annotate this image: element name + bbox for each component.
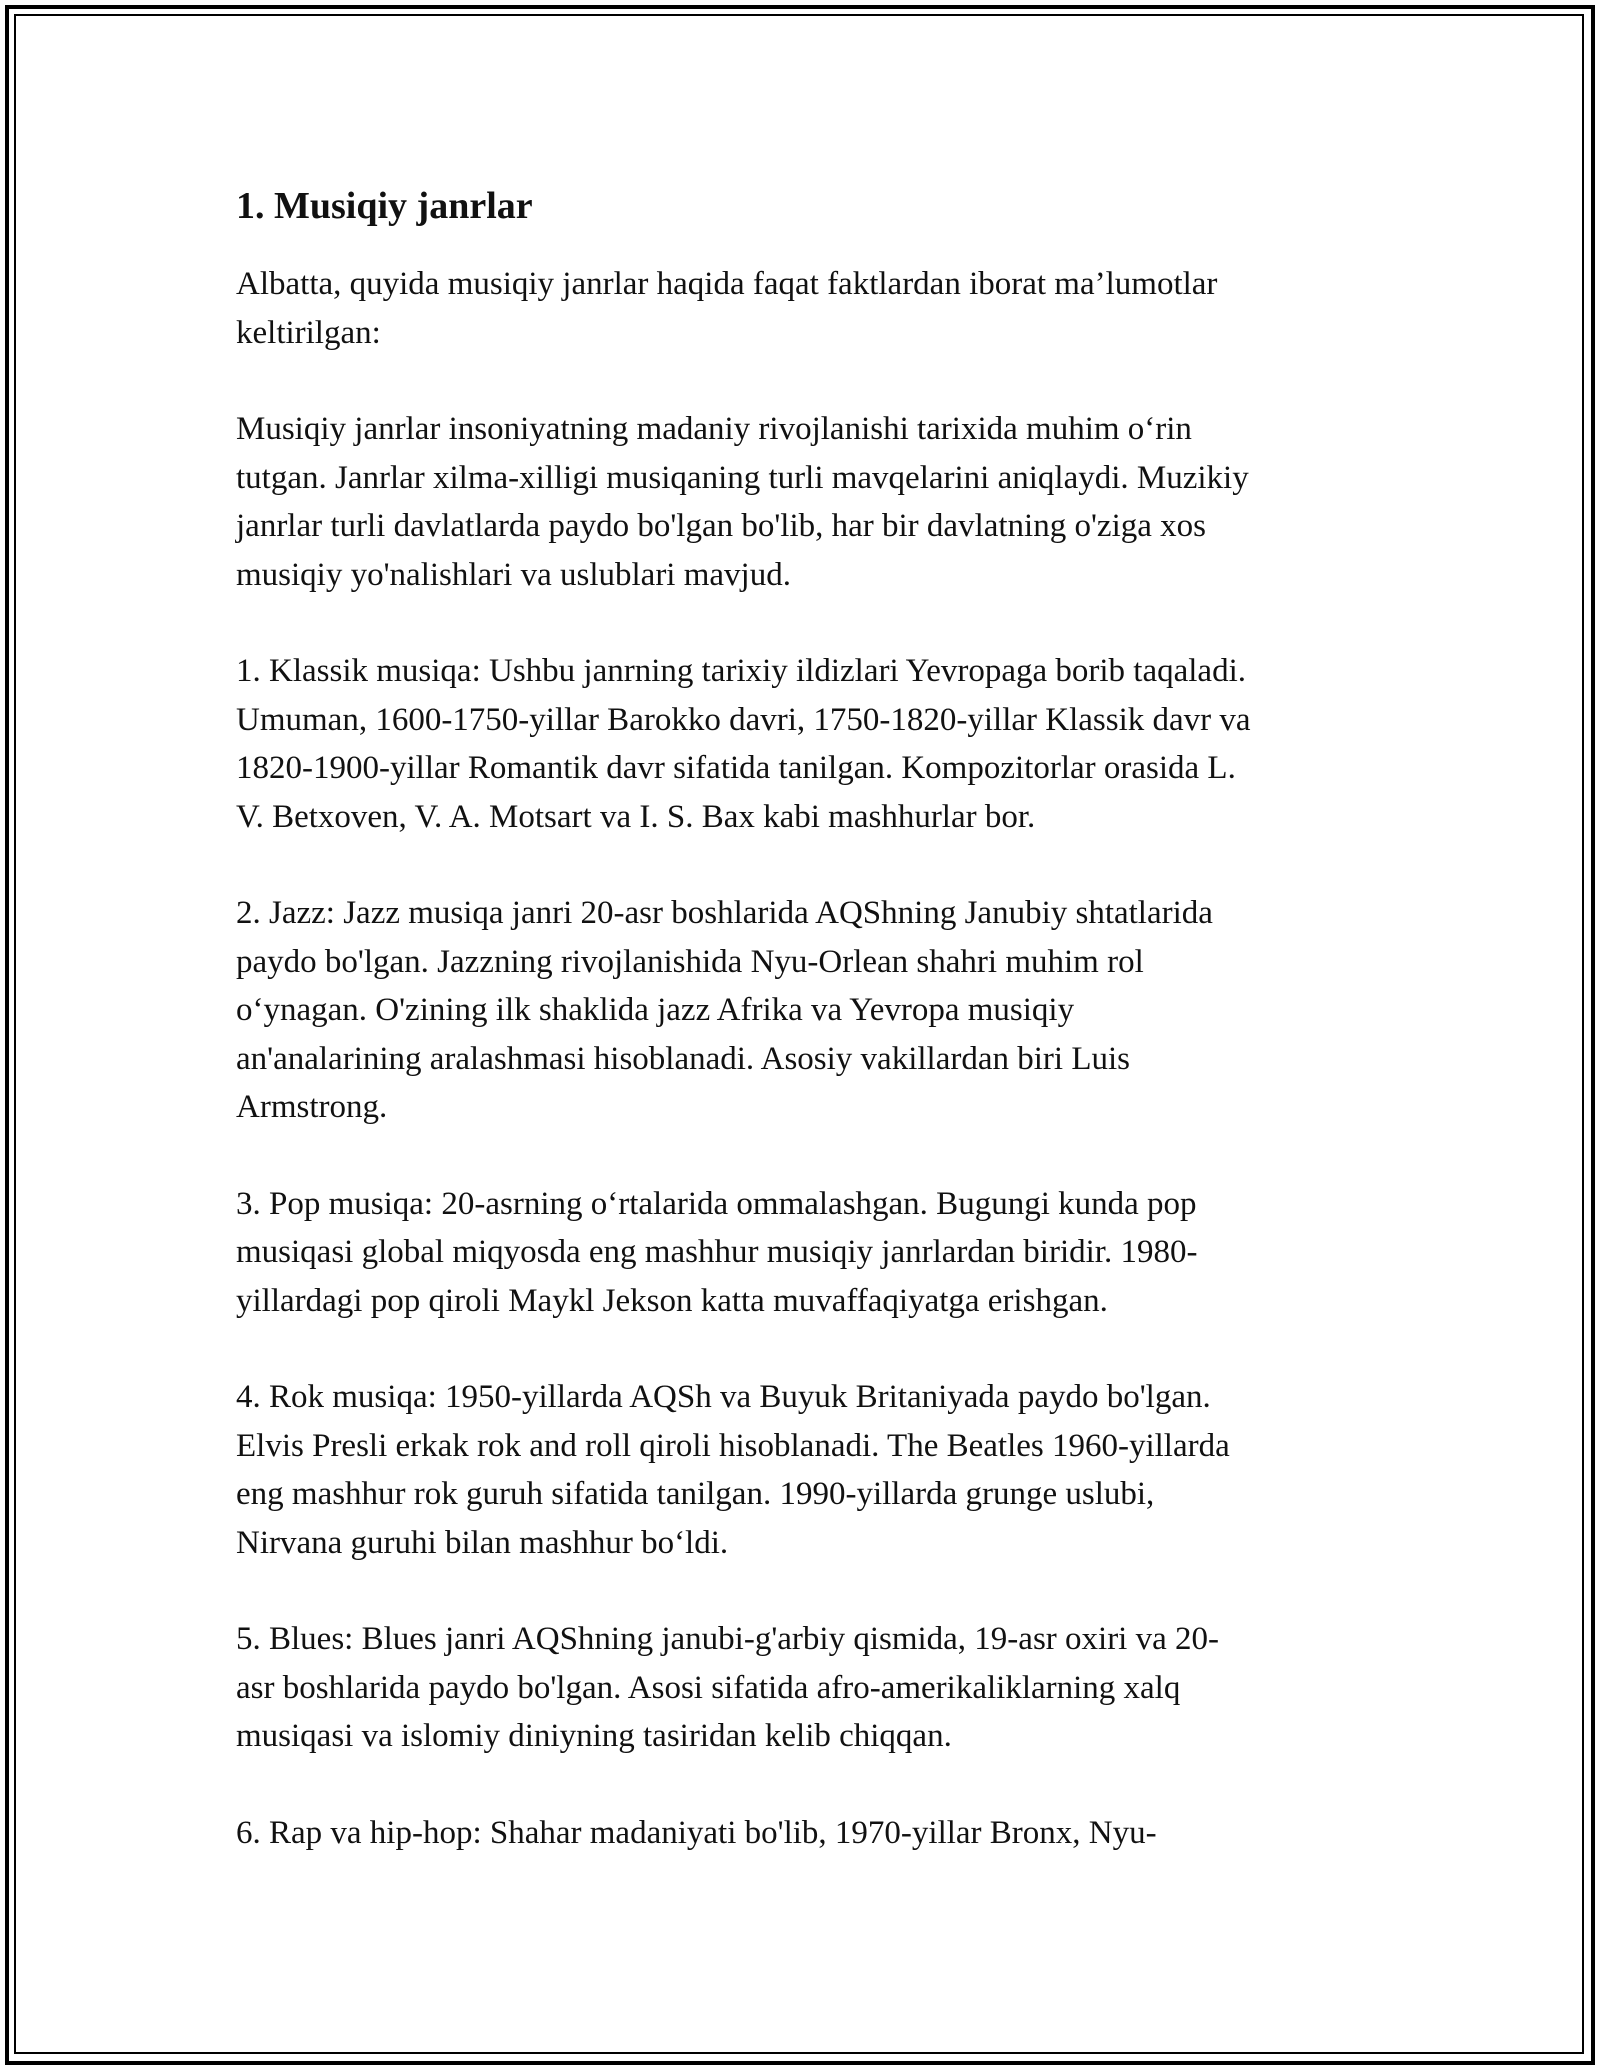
text-line: musiqasi va islomiy diniyning tasiridan kelib chiqqan.: [236, 1718, 952, 1754]
text-line: Musiqiy janrlar insoniyatning madaniy rivojlanishi tarixida muhim o‘rin: [236, 411, 1192, 447]
text-line: 4. Rok musiqa: 1950-yillarda AQSh va Buyuk Britaniyada paydo bo'lgan.: [236, 1379, 1211, 1415]
text-line: 6. Rap va hip-hop: Shahar madaniyati bo'lib, 1970-yillar Bronx, Nyu-: [236, 1814, 1157, 1851]
text-line: keltirilgan:: [236, 314, 381, 351]
text-line: Umuman, 1600-1750-yillar Barokko davri, 1750-1820-yillar Klassik davr va: [236, 701, 1251, 738]
document-title: 1. Musiqiy janrlar: [236, 185, 533, 227]
text-line: 5. Blues: Blues janri AQShning janubi-g'arbiy qismida, 19-asr oxiri va 20-: [236, 1621, 1219, 1657]
text-line: 3. Pop musiqa: 20-asrning o‘rtalarida ommalashgan. Bugungi kunda pop: [236, 1185, 1197, 1222]
text-line: V. Betxoven, V. A. Motsart va I. S. Bax kabi mashhurlar bor.: [236, 798, 1036, 835]
text-line: janrlar turli davlatlarda paydo bo'lgan bo'lib, har bir davlatning o'ziga xos: [236, 508, 1206, 544]
text-line: tutgan. Janrlar xilma-xilligi musiqaning turli mavqelarini aniqlaydi. Muzikiy: [236, 459, 1249, 496]
paragraph-pop: [236, 1180, 1396, 1326]
paragraph-jazz: [236, 889, 1396, 1132]
paragraph-rock: [236, 1373, 1396, 1567]
paragraph-rap-hiphop: [236, 1809, 1396, 1858]
text-line: paydo bo'lgan. Jazzning rivojlanishida Nyu-Orlean shahri muhim rol: [236, 943, 1144, 980]
text-line: Albatta, quyida musiqiy janrlar haqida faqat faktlardan iborat ma’lumotlar: [236, 266, 1218, 302]
text-line: asr boshlarida paydo bo'lgan. Asosi sifatida afro-amerikaliklarning xalq: [236, 1669, 1181, 1706]
paragraph-classical: [236, 647, 1396, 841]
text-line: 1. Klassik musiqa: Ushbu janrning tarixiy ildizlari Yevropaga borib taqaladi.: [236, 653, 1246, 689]
paragraph-overview: [236, 405, 1396, 599]
text-line: musiqiy yo'nalishlari va uslublari mavjud.: [236, 556, 791, 593]
text-line: an'analarining aralashmasi hisoblanadi. Asosiy vakillardan biri Luis: [236, 1040, 1130, 1077]
text-line: Nirvana guruhi bilan mashhur bo‘ldi.: [236, 1524, 729, 1561]
document-body: [236, 182, 1396, 1905]
text-line: yillardagi pop qiroli Maykl Jekson katta muvaffaqiyatga erishgan.: [236, 1282, 1108, 1319]
text-line: eng mashhur rok guruh sifatida tanilgan. 1990-yillarda grunge uslubi,: [236, 1476, 1155, 1512]
paragraph-blues: [236, 1615, 1396, 1761]
text-line: 2. Jazz: Jazz musiqa janri 20-asr boshlarida AQShning Janubiy shtatlarida: [236, 895, 1213, 931]
text-line: Elvis Presli erkak rok and roll qiroli hisoblanadi. The Beatles 1960-yillarda: [236, 1427, 1230, 1464]
paragraph-intro: [236, 260, 1396, 357]
text-line: Armstrong.: [236, 1089, 388, 1125]
text-line: o‘ynagan. O'zining ilk shaklida jazz Afrika va Yevropa musiqiy: [236, 992, 1075, 1028]
text-line: 1820-1900-yillar Romantik davr sifatida tanilgan. Kompozitorlar orasida L.: [236, 750, 1236, 786]
text-line: musiqasi global miqyosda eng mashhur musiqiy janrlardan biridir. 1980-: [236, 1234, 1198, 1270]
